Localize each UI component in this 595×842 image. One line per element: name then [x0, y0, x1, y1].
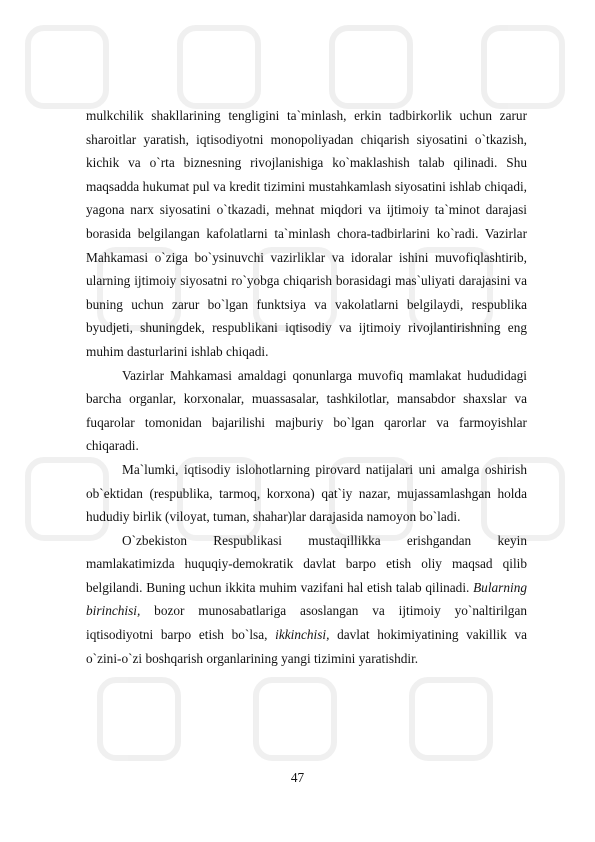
paragraph-1 — [86, 104, 527, 364]
text-segment: O`zbekiston Respublikasi mustaqillikka erishgandan keyin mamlakatimizda huquqiy-demokratik davlat barpo etish oliy maqsad qilib belgilandi. Buning uchun ikkita muhim vazifani hal etish talab qilinadi. — [86, 532, 527, 595]
paragraph-3 — [86, 458, 527, 529]
text-segment: mulkchilik shakllarining tengligini ta`minlash, erkin tadbirkorlik uchun zarur sharoitlar yaratish, iqtisodiyotni monopoliyadan chiqarish siyosatini o`tkazish, kichik va o`rta biznesning rivojlanishiga ko`maklashish talab qilinadi. Shu maqsadda hukumat pul va kredit tizimini mustahkamlash siyosatini ishlab chiqadi, yagona narx siyosatini o`tkazadi, mehnat miqdori va ijtimoiy ta`minot darajasi borasida belgilangan kafolatlarni ta`minlash chora-tadbirlarini ko`radi. Vazirlar Mahkamasi o`ziga bo`ysinuvchi vazirliklar va idoralar ishini muvofiqlashtirib, ularning ijtimoiy siyosatni ro`yobga chiqarish borasidagi mas`uliyati darajasini va buning uchun zarur bo`lgan funktsiya va vakolatlarni belgilaydi, respublika byudjeti, shuningdek, respublikani iqtisodiy va ijtimoiy rivojlantirishning eng muhim dasturlarini ishlab chiqadi. — [86, 108, 527, 359]
document-body — [86, 104, 527, 670]
italic-phrase: Bularning birinchisi, — [86, 579, 527, 619]
paragraph-4 — [86, 529, 527, 671]
text-segment: Vazirlar Mahkamasi amaldagi qonunlarga muvofiq mamlakat hududidagi barcha organlar, korxonalar, muassasalar, tashkilotlar, mansabdor shaxslar va fuqarolar tomonidan bajarilishi majburiy bo`lgan qarorlar va farmoyishlar chiqaradi. — [86, 367, 527, 454]
text-segment: Ma`lumki, iqtisodiy islohotlarning pirovard natijalari uni amalga oshirish ob`ektidan (respublika, tarmoq, korxona) qat`iy nazar, mujassamlashgan holda hududiy birlik (viloyat, tuman, shahar)lar darajasida namoyon bo`ladi. — [86, 461, 527, 525]
paragraph-2 — [86, 364, 527, 458]
page-number: 47 — [290, 770, 305, 785]
text-segment: bozor munosabatlariga asoslangan va ijtimoiy yo`naltirilgan iqtisodiyotni barpo etish bo`lsa, — [86, 603, 527, 643]
italic-phrase: ikkinchisi, — [275, 627, 330, 643]
text-segment: davlat hokimiyatining vakillik va o`zini-o`zi boshqarish organlarining yangi tizimini yaratishdir. — [86, 627, 527, 666]
